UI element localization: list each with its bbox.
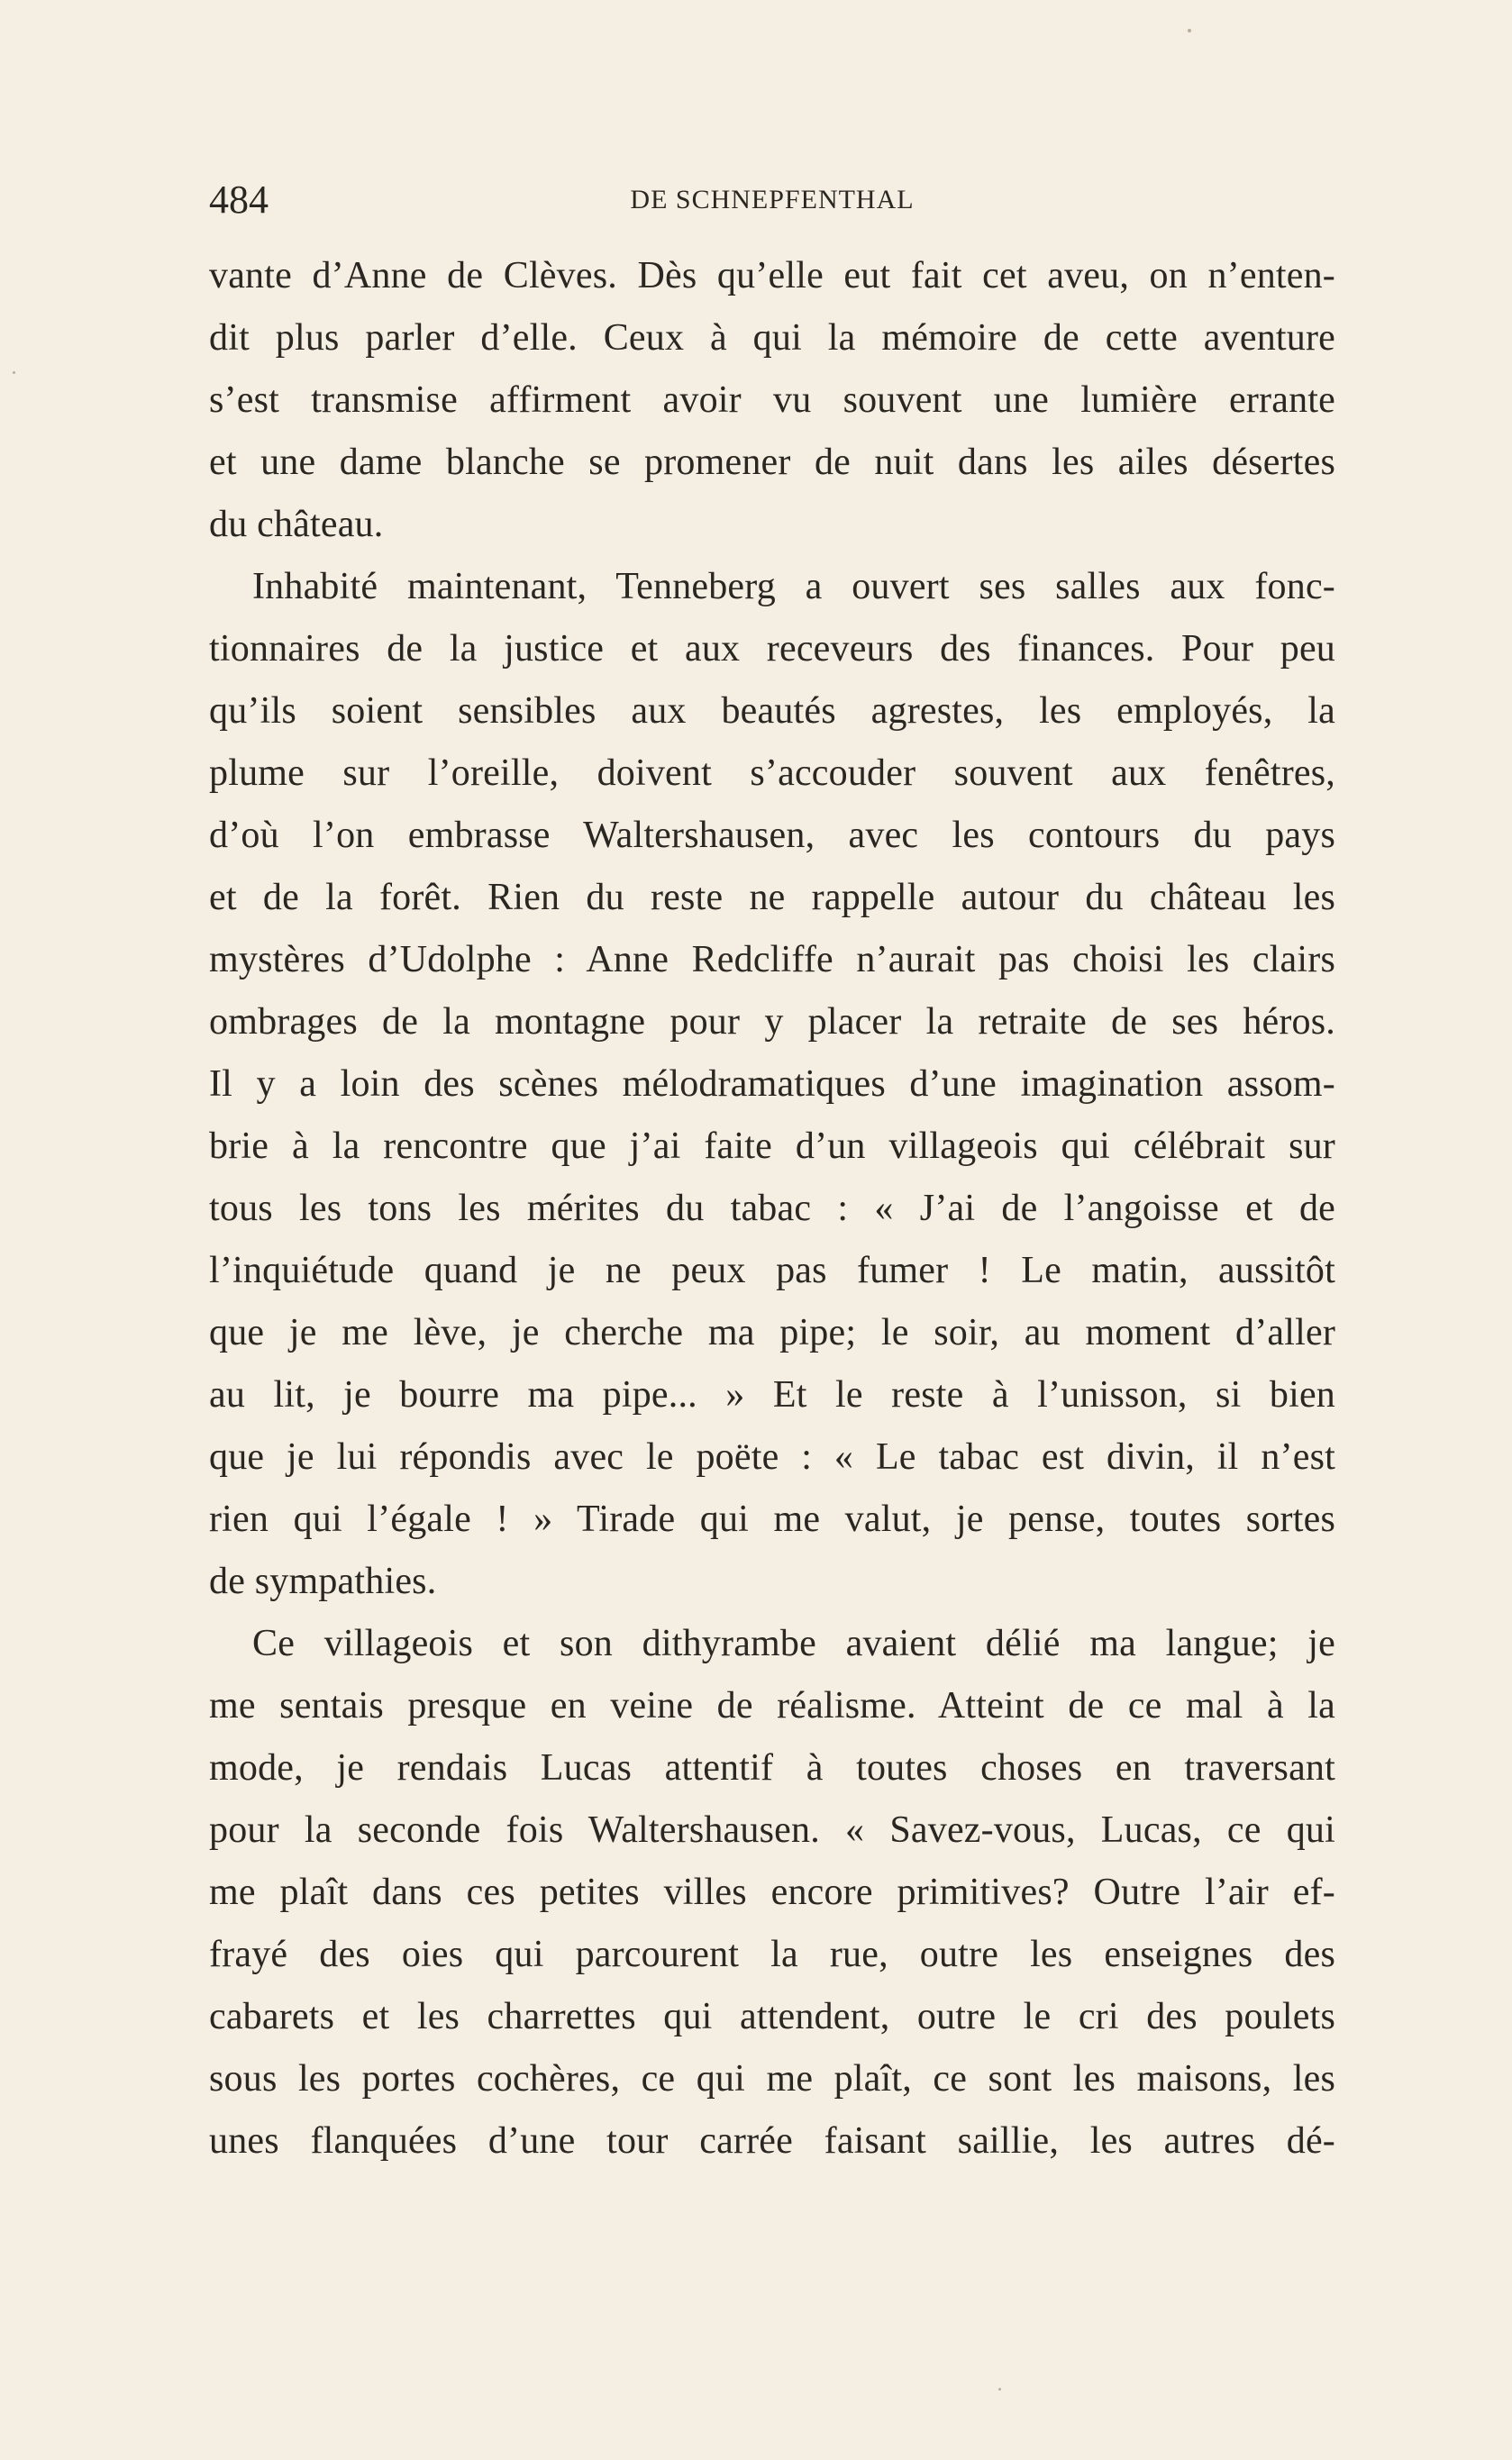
running-title: DE SCHNEPFENTHAL [630,185,915,214]
text-line: dit plus parler d’elle. Ceux à qui la mémoire de cette aventure [209,317,1335,359]
text-line: de sympathies. [209,1561,437,1602]
text-line: tous les tons les mérites du tabac : « J’ai de l’angoisse et de [209,1188,1335,1229]
text-line: frayé des oies qui parcourent la rue, outre les enseignes des [209,1934,1335,1975]
text-line: unes flanquées d’une tour carrée faisant saillie, les autres dé- [209,2120,1335,2162]
text-line: ombrages de la montagne pour y placer la retraite de ses héros. [209,1001,1335,1043]
text-line: et une dame blanche se promener de nuit dans les ailes désertes [209,442,1335,483]
text-line: me plaît dans ces petites villes encore primitives? Outre l’air ef- [209,1872,1335,1913]
body-text [209,245,1335,2173]
text-line: l’inquiétude quand je ne peux pas fumer ! Le matin, aussitôt [209,1250,1335,1291]
text-line: mode, je rendais Lucas attentif à toutes choses en traversant [209,1747,1335,1789]
text-line: au lit, je bourre ma pipe... » Et le reste à l’unisson, si bien [209,1374,1335,1416]
text-line: rien qui l’égale ! » Tirade qui me valut, je pense, toutes sortes [209,1499,1335,1540]
page-header [209,177,1335,231]
page-number: 484 [209,178,269,222]
text-line: cabarets et les charrettes qui attendent, outre le cri des poulets [209,1996,1335,2037]
paper-speck [1188,29,1191,32]
text-line: Ce villageois et son dithyrambe avaient délié ma langue; je [252,1623,1335,1664]
text-line: plume sur l’oreille, doivent s’accouder souvent aux fenêtres, [209,752,1335,794]
text-line: sous les portes cochères, ce qui me plaît, ce sont les maisons, les [209,2058,1335,2100]
paper-speck [13,371,15,374]
text-line: tionnaires de la justice et aux receveurs des finances. Pour peu [209,628,1335,670]
text-line: Inhabité maintenant, Tenneberg a ouvert ses salles aux fonc- [252,566,1335,607]
text-line: que je lui répondis avec le poëte : « Le tabac est divin, il n’est [209,1436,1335,1478]
text-line: Il y a loin des scènes mélodramatiques d’une imagination assom- [209,1063,1335,1105]
text-line: d’où l’on embrasse Waltershausen, avec les contours du pays [209,815,1335,856]
text-line: s’est transmise affirment avoir vu souvent une lumière errante [209,379,1335,421]
text-line: du château. [209,504,384,545]
text-line: brie à la rencontre que j’ai faite d’un villageois qui célébrait sur [209,1125,1335,1167]
text-line: et de la forêt. Rien du reste ne rappelle autour du château les [209,877,1335,918]
text-line: que je me lève, je cherche ma pipe; le soir, au moment d’aller [209,1312,1335,1353]
text-line: me sentais presque en veine de réalisme. Atteint de ce mal à la [209,1685,1335,1727]
text-line: pour la seconde fois Waltershausen. « Savez-vous, Lucas, ce qui [209,1809,1335,1851]
text-line: qu’ils soient sensibles aux beautés agrestes, les employés, la [209,690,1335,732]
paper-speck [998,2388,1001,2391]
text-line: vante d’Anne de Clèves. Dès qu’elle eut fait cet aveu, on n’enten- [209,255,1335,296]
text-line: mystères d’Udolphe : Anne Redcliffe n’aurait pas choisi les clairs [209,939,1335,980]
